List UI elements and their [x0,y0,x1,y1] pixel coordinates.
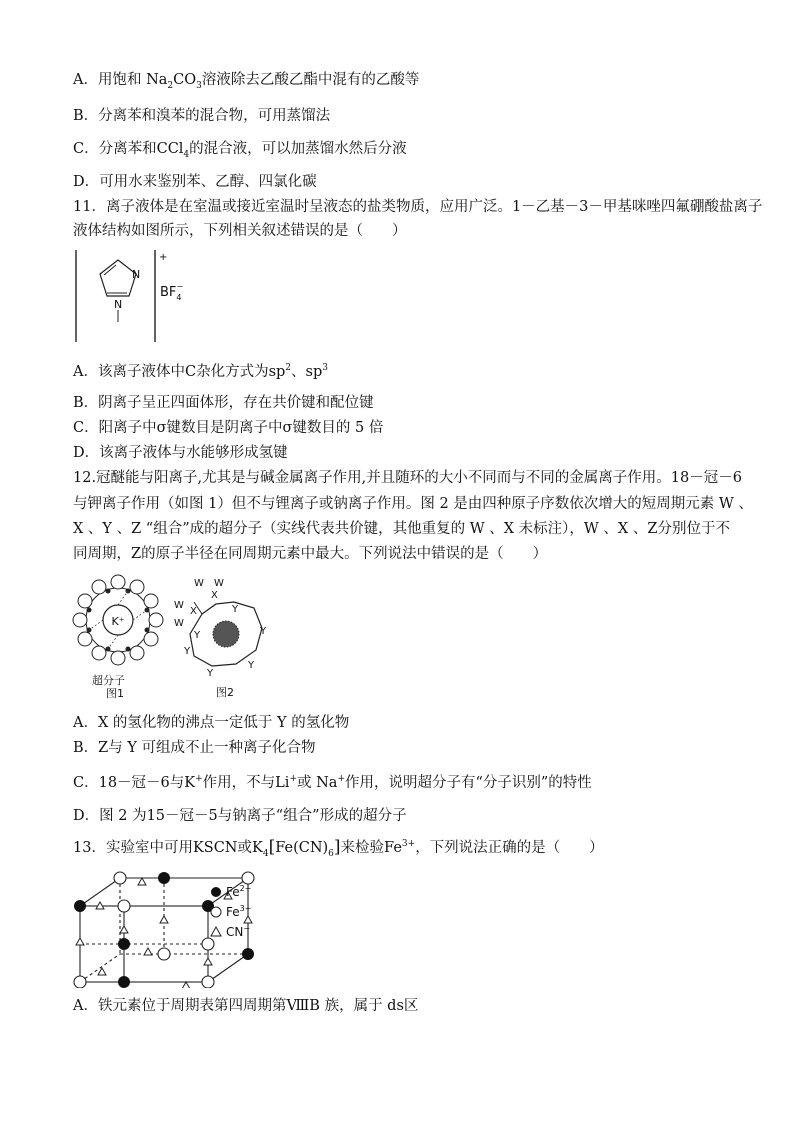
atom-w: W [174,618,184,629]
atom-y: Y [194,630,201,641]
atom-y: Y [184,646,191,657]
q11-option-c: C．阳离子中σ键数目是阴离子中σ键数目的 5 倍 [73,420,384,436]
ionic-liquid-structure-figure [73,248,203,344]
prussian-blue-unit-cell-figure [68,866,284,988]
atom-w: W [214,578,224,589]
q10-option-c: C．分离苯和CCl$_4$的混合液，可以加蒸馏水然后分液 [73,141,407,160]
anion-bf4: $BF_4-$ [160,282,184,302]
figure-1-crown-ether [73,575,163,700]
q10-option-a: A．用饱和 $Na_2CO_3$溶液除去乙酸乙酯中混有的乙酸等 [73,72,420,91]
q12-stem-line-2: 与钾离子作用（如图 1）但不与锂离子或钠离子作用。图 2 是由四种原子序数依次增大的短周期元素 W 、 [73,496,753,512]
q12-stem-line-3: X 、Y 、Z “组合”成的超分子（实线代表共价键，其他重复的 W 、X 未标注），W 、X 、Z分别位于不 [73,521,730,537]
potassium-ion-label: K⁺ [111,615,125,628]
ring-nitrogen-lower: N [114,298,123,311]
cation-charge: + [159,252,168,263]
q12-stem-line-1: 12.冠醚能与阳离子,尤其是与碱金属离子作用,并且随环的大小不同而与不同的金属离子作用。18－冠－6 [73,470,742,486]
svg-text:Fe3+: $Fe^{3+}$ [226,904,252,919]
ring-nitrogen-upper: N [132,268,141,281]
q11-stem-line-2: 液体结构如图所示，下列相关叙述错误的是（ ） [73,223,407,239]
q11-option-a: A．该离子液体中C杂化方式为$sp^2$、$sp^3$ [73,363,328,380]
q11-option-d: D．该离子液体与水能够形成氢键 [73,445,288,461]
q12-option-c: C．18－冠－6与K+作用，不与Li+或 Na+作用，说明超分子有“分子识别”的特性 [73,774,592,791]
q12-option-a: A．X 的氢化物的沸点一定低于 Y 的氢化物 [73,715,350,731]
figure-2-supramolecule [174,578,267,699]
q13-stem: 13．实验室中可用KSCN或$K_4[Fe(CN)_6]$来检验$Fe^{3+}$，下列说法正确的是（ ） [73,837,604,859]
svg-text:CN−: CN− [226,924,251,939]
q10-option-d: D．可用水来鉴别苯、乙醇、四氯化碳 [73,174,317,190]
atom-x: X [190,606,197,617]
figure-1-label: 超分子 [92,674,125,687]
q12-stem-line-4: 同周期，Z的原子半径在同周期元素中最大。下列说法中错误的是（ ） [73,546,548,562]
atom-x: X [211,590,218,601]
atom-w: W [194,578,204,589]
crown-ether-figures [66,572,296,700]
atom-w: W [174,600,184,611]
figure-2-caption: 图2 [216,686,234,699]
atom-y: Y [232,604,239,615]
q12-option-b: B．Z与 Y 可组成不止一种离子化合物 [73,740,316,756]
q11-stem-line-1: 11．离子液体是在室温或接近室温时呈液态的盐类物质，应用广泛。1－乙基－3－甲基咪唑四氟硼酸盐离子 [73,199,763,215]
legend [211,884,251,939]
q13-option-a: A．铁元素位于周期表第四周期第ⅧB 族，属于 ds区 [73,998,419,1014]
imidazole-ring-icon [100,260,136,296]
atom-y: Y [260,626,267,637]
atom-y: Y [248,660,255,671]
figure-1-caption: 图1 [106,687,124,700]
q12-option-d: D．图 2 为15－冠－5与钠离子“组合”形成的超分子 [73,808,407,824]
atom-y: Y [207,668,214,679]
q10-option-b: B．分离苯和溴苯的混合物，可用蒸馏法 [73,108,331,124]
q11-option-b: B．阴离子呈正四面体形，存在共价键和配位键 [73,395,374,411]
svg-text:Fe2+: $Fe^{2+}$ [226,884,252,899]
